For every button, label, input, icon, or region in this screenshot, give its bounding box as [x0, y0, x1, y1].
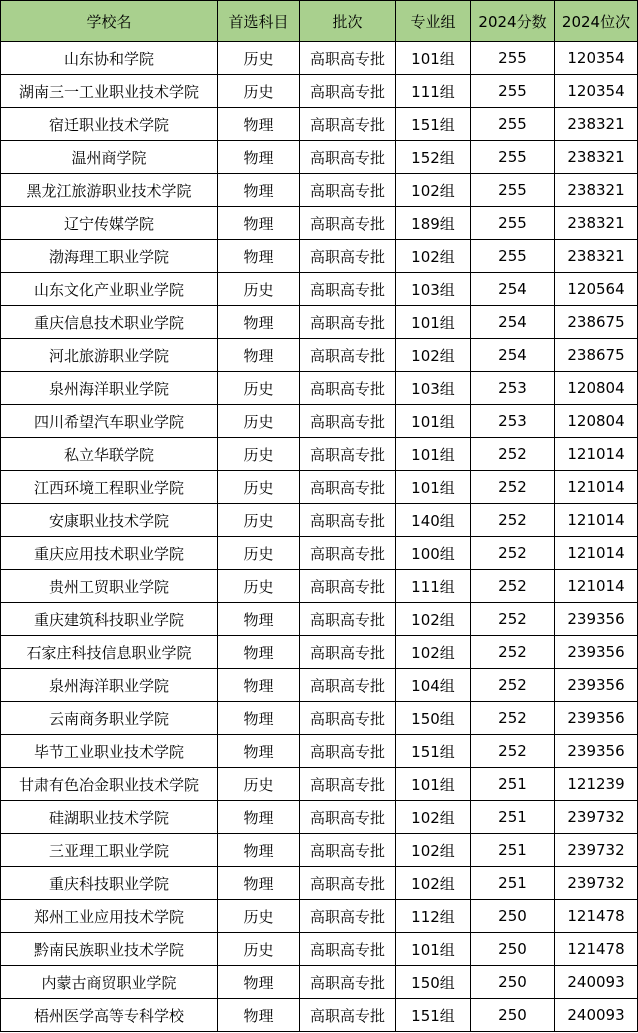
- table-row: [1, 636, 638, 669]
- major-group-cell: 102组: [396, 174, 471, 207]
- score-cell: 253: [471, 405, 555, 438]
- major-group-cell: 189组: [396, 207, 471, 240]
- table-row: [1, 570, 638, 603]
- rank-cell: 238321: [555, 141, 638, 174]
- school-name-cell: 郑州工业应用技术学院: [1, 900, 218, 933]
- score-cell: 250: [471, 966, 555, 999]
- school-name-cell: 辽宁传媒学院: [1, 207, 218, 240]
- rank-cell: 239356: [555, 702, 638, 735]
- major-group-cell: 101组: [396, 933, 471, 966]
- column-header-school: 学校名: [1, 1, 218, 42]
- rank-cell: 239356: [555, 636, 638, 669]
- score-cell: 255: [471, 42, 555, 75]
- table-row: [1, 735, 638, 768]
- school-name-cell: 安康职业技术学院: [1, 504, 218, 537]
- subject-cell: 历史: [218, 372, 300, 405]
- school-name-cell: 山东协和学院: [1, 42, 218, 75]
- batch-cell: 高职高专批: [300, 108, 396, 141]
- major-group-cell: 102组: [396, 636, 471, 669]
- table-row: [1, 141, 638, 174]
- school-name-cell: 三亚理工职业学院: [1, 834, 218, 867]
- score-cell: 250: [471, 933, 555, 966]
- score-cell: 254: [471, 339, 555, 372]
- major-group-cell: 102组: [396, 240, 471, 273]
- subject-cell: 历史: [218, 438, 300, 471]
- rank-cell: 121014: [555, 471, 638, 504]
- table-row: [1, 471, 638, 504]
- table-row: [1, 603, 638, 636]
- column-header-score: 2024分数: [471, 1, 555, 42]
- school-name-cell: 石家庄科技信息职业学院: [1, 636, 218, 669]
- subject-cell: 历史: [218, 273, 300, 306]
- score-cell: 250: [471, 900, 555, 933]
- rank-cell: 120354: [555, 75, 638, 108]
- major-group-cell: 112组: [396, 900, 471, 933]
- major-group-cell: 101组: [396, 438, 471, 471]
- major-group-cell: 102组: [396, 603, 471, 636]
- school-name-cell: 宿迁职业技术学院: [1, 108, 218, 141]
- batch-cell: 高职高专批: [300, 207, 396, 240]
- batch-cell: 高职高专批: [300, 999, 396, 1032]
- table-row: [1, 372, 638, 405]
- score-cell: 251: [471, 867, 555, 900]
- subject-cell: 物理: [218, 834, 300, 867]
- batch-cell: 高职高专批: [300, 867, 396, 900]
- batch-cell: 高职高专批: [300, 570, 396, 603]
- batch-cell: 高职高专批: [300, 42, 396, 75]
- table-row: [1, 933, 638, 966]
- table-row: [1, 75, 638, 108]
- major-group-cell: 102组: [396, 867, 471, 900]
- rank-cell: 239732: [555, 867, 638, 900]
- major-group-cell: 102组: [396, 834, 471, 867]
- score-cell: 254: [471, 273, 555, 306]
- table-row: [1, 42, 638, 75]
- table-row: [1, 240, 638, 273]
- subject-cell: 历史: [218, 768, 300, 801]
- score-cell: 250: [471, 999, 555, 1032]
- table-row: [1, 405, 638, 438]
- rank-cell: 239732: [555, 834, 638, 867]
- score-cell: 252: [471, 636, 555, 669]
- score-cell: 252: [471, 504, 555, 537]
- school-name-cell: 泉州海洋职业学院: [1, 372, 218, 405]
- score-cell: 255: [471, 75, 555, 108]
- subject-cell: 历史: [218, 933, 300, 966]
- batch-cell: 高职高专批: [300, 174, 396, 207]
- school-name-cell: 内蒙古商贸职业学院: [1, 966, 218, 999]
- subject-cell: 物理: [218, 636, 300, 669]
- subject-cell: 物理: [218, 702, 300, 735]
- column-header-major-group: 专业组: [396, 1, 471, 42]
- rank-cell: 238321: [555, 174, 638, 207]
- batch-cell: 高职高专批: [300, 471, 396, 504]
- batch-cell: 高职高专批: [300, 273, 396, 306]
- major-group-cell: 103组: [396, 372, 471, 405]
- rank-cell: 120354: [555, 42, 638, 75]
- batch-cell: 高职高专批: [300, 405, 396, 438]
- subject-cell: 物理: [218, 207, 300, 240]
- score-cell: 255: [471, 207, 555, 240]
- batch-cell: 高职高专批: [300, 372, 396, 405]
- table-row: [1, 768, 638, 801]
- batch-cell: 高职高专批: [300, 438, 396, 471]
- score-cell: 255: [471, 174, 555, 207]
- subject-cell: 历史: [218, 900, 300, 933]
- school-name-cell: 温州商学院: [1, 141, 218, 174]
- school-name-cell: 重庆科技职业学院: [1, 867, 218, 900]
- school-name-cell: 山东文化产业职业学院: [1, 273, 218, 306]
- batch-cell: 高职高专批: [300, 702, 396, 735]
- score-cell: 252: [471, 702, 555, 735]
- score-cell: 252: [471, 537, 555, 570]
- school-name-cell: 重庆应用技术职业学院: [1, 537, 218, 570]
- subject-cell: 物理: [218, 240, 300, 273]
- school-name-cell: 毕节工业职业技术学院: [1, 735, 218, 768]
- school-name-cell: 梧州医学高等专科学校: [1, 999, 218, 1032]
- rank-cell: 239356: [555, 669, 638, 702]
- rank-cell: 239732: [555, 801, 638, 834]
- table-row: [1, 438, 638, 471]
- score-cell: 253: [471, 372, 555, 405]
- rank-cell: 120804: [555, 405, 638, 438]
- subject-cell: 历史: [218, 471, 300, 504]
- subject-cell: 物理: [218, 141, 300, 174]
- rank-cell: 239356: [555, 735, 638, 768]
- school-name-cell: 贵州工贸职业学院: [1, 570, 218, 603]
- school-name-cell: 江西环境工程职业学院: [1, 471, 218, 504]
- rank-cell: 238675: [555, 339, 638, 372]
- table-row: [1, 174, 638, 207]
- score-cell: 251: [471, 801, 555, 834]
- score-cell: 255: [471, 108, 555, 141]
- score-cell: 251: [471, 768, 555, 801]
- column-header-rank: 2024位次: [555, 1, 638, 42]
- table-row: [1, 999, 638, 1032]
- table-row: [1, 504, 638, 537]
- school-name-cell: 湖南三一工业职业技术学院: [1, 75, 218, 108]
- subject-cell: 历史: [218, 405, 300, 438]
- subject-cell: 物理: [218, 867, 300, 900]
- table-row: [1, 801, 638, 834]
- table-row: [1, 273, 638, 306]
- batch-cell: 高职高专批: [300, 240, 396, 273]
- school-name-cell: 渤海理工职业学院: [1, 240, 218, 273]
- table-row: [1, 306, 638, 339]
- subject-cell: 物理: [218, 966, 300, 999]
- score-cell: 252: [471, 735, 555, 768]
- major-group-cell: 101组: [396, 405, 471, 438]
- score-cell: 255: [471, 141, 555, 174]
- rank-cell: 240093: [555, 966, 638, 999]
- batch-cell: 高职高专批: [300, 339, 396, 372]
- rank-cell: 121014: [555, 570, 638, 603]
- batch-cell: 高职高专批: [300, 75, 396, 108]
- rank-cell: 121014: [555, 537, 638, 570]
- school-name-cell: 私立华联学院: [1, 438, 218, 471]
- school-name-cell: 甘肃有色冶金职业技术学院: [1, 768, 218, 801]
- batch-cell: 高职高专批: [300, 933, 396, 966]
- score-cell: 251: [471, 834, 555, 867]
- rank-cell: 121014: [555, 504, 638, 537]
- score-cell: 252: [471, 603, 555, 636]
- subject-cell: 物理: [218, 174, 300, 207]
- major-group-cell: 150组: [396, 702, 471, 735]
- rank-cell: 238675: [555, 306, 638, 339]
- score-cell: 252: [471, 570, 555, 603]
- major-group-cell: 104组: [396, 669, 471, 702]
- rank-cell: 121014: [555, 438, 638, 471]
- column-header-subject: 首选科目: [218, 1, 300, 42]
- subject-cell: 物理: [218, 801, 300, 834]
- header-row: [1, 1, 638, 42]
- major-group-cell: 100组: [396, 537, 471, 570]
- school-name-cell: 泉州海洋职业学院: [1, 669, 218, 702]
- score-cell: 252: [471, 669, 555, 702]
- batch-cell: 高职高专批: [300, 603, 396, 636]
- score-cell: 252: [471, 438, 555, 471]
- subject-cell: 物理: [218, 603, 300, 636]
- rank-cell: 239356: [555, 603, 638, 636]
- table-row: [1, 966, 638, 999]
- rank-cell: 238321: [555, 207, 638, 240]
- major-group-cell: 111组: [396, 75, 471, 108]
- table-row: [1, 669, 638, 702]
- rank-cell: 240093: [555, 999, 638, 1032]
- rank-cell: 120804: [555, 372, 638, 405]
- subject-cell: 历史: [218, 570, 300, 603]
- table-row: [1, 339, 638, 372]
- table-row: [1, 702, 638, 735]
- school-name-cell: 黑龙江旅游职业技术学院: [1, 174, 218, 207]
- major-group-cell: 150组: [396, 966, 471, 999]
- rank-cell: 238321: [555, 108, 638, 141]
- major-group-cell: 102组: [396, 801, 471, 834]
- school-name-cell: 云南商务职业学院: [1, 702, 218, 735]
- table-row: [1, 108, 638, 141]
- table-row: [1, 867, 638, 900]
- batch-cell: 高职高专批: [300, 900, 396, 933]
- batch-cell: 高职高专批: [300, 768, 396, 801]
- school-name-cell: 重庆建筑科技职业学院: [1, 603, 218, 636]
- column-header-batch: 批次: [300, 1, 396, 42]
- major-group-cell: 102组: [396, 339, 471, 372]
- major-group-cell: 101组: [396, 471, 471, 504]
- rank-cell: 121478: [555, 933, 638, 966]
- rank-cell: 121239: [555, 768, 638, 801]
- batch-cell: 高职高专批: [300, 636, 396, 669]
- school-name-cell: 黔南民族职业技术学院: [1, 933, 218, 966]
- rank-cell: 120564: [555, 273, 638, 306]
- batch-cell: 高职高专批: [300, 504, 396, 537]
- subject-cell: 物理: [218, 999, 300, 1032]
- score-cell: 252: [471, 471, 555, 504]
- major-group-cell: 151组: [396, 735, 471, 768]
- school-name-cell: 重庆信息技术职业学院: [1, 306, 218, 339]
- table-row: [1, 207, 638, 240]
- major-group-cell: 111组: [396, 570, 471, 603]
- batch-cell: 高职高专批: [300, 669, 396, 702]
- table-row: [1, 834, 638, 867]
- table-body: [1, 42, 638, 1032]
- subject-cell: 物理: [218, 339, 300, 372]
- major-group-cell: 151组: [396, 108, 471, 141]
- score-cell: 255: [471, 240, 555, 273]
- school-name-cell: 四川希望汽车职业学院: [1, 405, 218, 438]
- major-group-cell: 101组: [396, 768, 471, 801]
- subject-cell: 历史: [218, 42, 300, 75]
- major-group-cell: 101组: [396, 42, 471, 75]
- batch-cell: 高职高专批: [300, 735, 396, 768]
- major-group-cell: 151组: [396, 999, 471, 1032]
- table-row: [1, 900, 638, 933]
- batch-cell: 高职高专批: [300, 966, 396, 999]
- batch-cell: 高职高专批: [300, 306, 396, 339]
- batch-cell: 高职高专批: [300, 537, 396, 570]
- subject-cell: 物理: [218, 735, 300, 768]
- batch-cell: 高职高专批: [300, 141, 396, 174]
- major-group-cell: 140组: [396, 504, 471, 537]
- batch-cell: 高职高专批: [300, 834, 396, 867]
- subject-cell: 历史: [218, 504, 300, 537]
- batch-cell: 高职高专批: [300, 801, 396, 834]
- subject-cell: 物理: [218, 669, 300, 702]
- school-name-cell: 河北旅游职业学院: [1, 339, 218, 372]
- major-group-cell: 103组: [396, 273, 471, 306]
- subject-cell: 历史: [218, 537, 300, 570]
- rank-cell: 121478: [555, 900, 638, 933]
- subject-cell: 物理: [218, 108, 300, 141]
- major-group-cell: 152组: [396, 141, 471, 174]
- school-name-cell: 硅湖职业技术学院: [1, 801, 218, 834]
- subject-cell: 物理: [218, 306, 300, 339]
- rank-cell: 238321: [555, 240, 638, 273]
- table-row: [1, 537, 638, 570]
- major-group-cell: 101组: [396, 306, 471, 339]
- subject-cell: 历史: [218, 75, 300, 108]
- score-cell: 254: [471, 306, 555, 339]
